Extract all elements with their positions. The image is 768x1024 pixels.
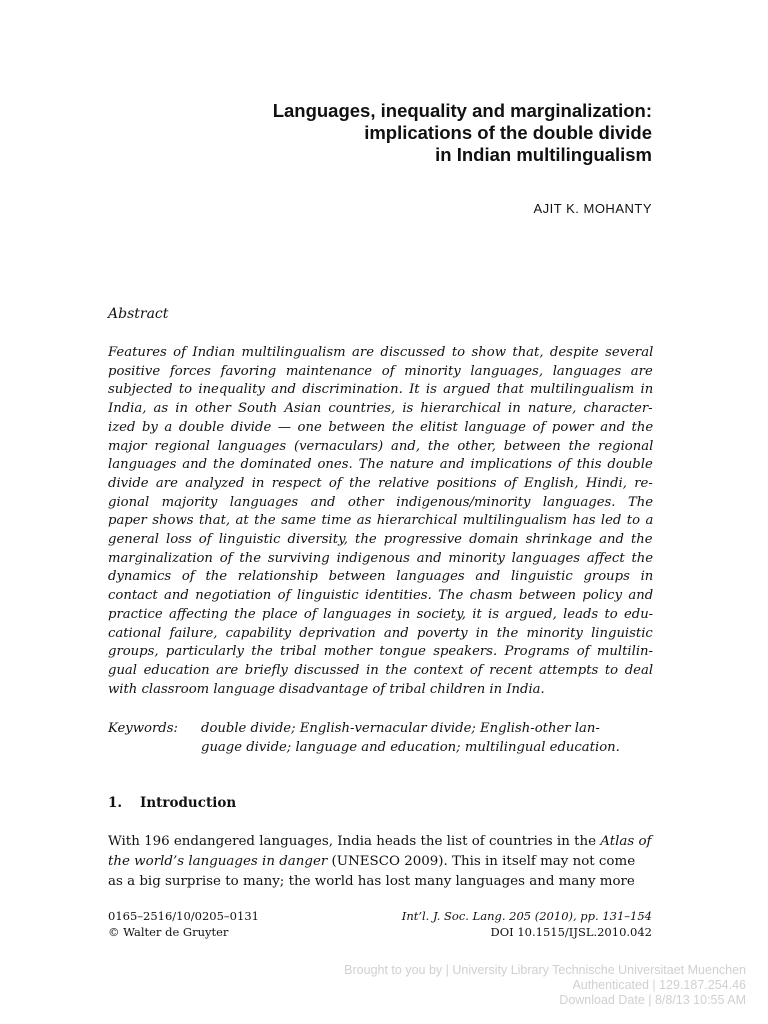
keywords-line-1: double divide; English-vernacular divide; English-other lan- bbox=[201, 721, 600, 736]
abstract-line: India, as in other South Asian countries, is hierarchical in nature, character- bbox=[108, 401, 653, 417]
watermark-line-2: Authenticated | 129.187.254.46 bbox=[572, 978, 746, 992]
intro-line-2 bbox=[108, 852, 653, 872]
access-watermark bbox=[344, 963, 746, 1008]
issn-code: 0165–2516/10/0205–0131 bbox=[108, 909, 259, 923]
abstract-line: contact and negotiation of linguistic identities. The chasm between policy and bbox=[108, 588, 653, 604]
abstract-line: positive forces favoring maintenance of minority languages, languages are bbox=[108, 363, 653, 379]
abstract-line: with classroom language disadvantage of tribal children in India. bbox=[108, 681, 545, 697]
abstract-line: subjected to inequality and discrimination. It is argued that multilingualism in bbox=[108, 382, 653, 398]
abstract-line: major regional languages (vernaculars) and, the other, between the regional bbox=[108, 438, 653, 454]
doi: DOI 10.1515/IJSL.2010.042 bbox=[490, 925, 652, 939]
atlas-title-part-1: Atlas of bbox=[600, 834, 652, 849]
abstract-line: gional majority languages and other indigenous/minority languages. The bbox=[108, 494, 653, 510]
intro-line-2-text: (UNESCO 2009). This in itself may not come bbox=[327, 854, 636, 869]
keywords-label: Keywords: bbox=[108, 721, 178, 736]
author-name: AJIT K. MOHANTY bbox=[533, 201, 652, 216]
abstract-heading: Abstract bbox=[108, 306, 169, 322]
intro-line-1-text: With 196 endangered languages, India heads the list of countries in the bbox=[108, 834, 601, 849]
footer-right bbox=[402, 908, 652, 940]
abstract-line: Features of Indian multilingualism are discussed to show that, despite several bbox=[108, 345, 653, 360]
publisher: © Walter de Gruyter bbox=[108, 925, 229, 939]
section-number: 1. bbox=[108, 795, 123, 811]
intro-line-1 bbox=[108, 832, 653, 852]
title-line-2: implications of the double divide bbox=[364, 122, 652, 143]
abstract-line: groups, particularly the tribal mother tongue speakers. Programs of multilin- bbox=[108, 644, 653, 660]
section-heading bbox=[108, 795, 236, 811]
abstract-text bbox=[108, 344, 653, 699]
keywords-text bbox=[201, 720, 653, 757]
watermark-line-1: Brought to you by | University Library Technische Universitaet Muenchen bbox=[344, 963, 746, 977]
atlas-title-part-2: the world’s languages in danger bbox=[108, 854, 328, 869]
abstract-line: ized by a double divide — one between the elitist language of power and the bbox=[108, 419, 653, 435]
abstract-line: cational failure, capability deprivation and poverty in the minority linguistic bbox=[108, 625, 653, 641]
abstract-line: marginalization of the surviving indigenous and minority languages affect the bbox=[108, 550, 653, 566]
abstract-line: practice affecting the place of languages in society, it is argued, leads to edu- bbox=[108, 606, 653, 622]
intro-paragraph bbox=[108, 832, 653, 892]
abstract-line: general loss of linguistic diversity, the progressive domain shrinkage and the bbox=[108, 532, 653, 548]
title-line-1: Languages, inequality and marginalization: bbox=[272, 100, 652, 121]
article-title bbox=[132, 100, 652, 166]
abstract-line: divide are analyzed in respect of the relative positions of English, Hindi, re- bbox=[108, 475, 653, 491]
section-title: Introduction bbox=[140, 795, 237, 811]
keywords-line-2: guage divide; language and education; multilingual education. bbox=[201, 739, 620, 755]
title-line-3: in Indian multilingualism bbox=[435, 144, 652, 165]
abstract-line: paper shows that, at the same time as hierarchical multilingualism has led to a bbox=[108, 513, 653, 529]
abstract-line: dynamics of the relationship between languages and linguistic groups in bbox=[108, 569, 653, 585]
intro-line-3: as a big surprise to many; the world has lost many languages and many more bbox=[108, 874, 635, 889]
abstract-line: languages and the dominated ones. The nature and implications of this double bbox=[108, 457, 653, 473]
abstract-line: gual education are briefly discussed in the context of recent attempts to deal bbox=[108, 662, 653, 678]
watermark-line-3: Download Date | 8/8/13 10:55 AM bbox=[559, 993, 746, 1007]
journal-citation: Int’l. J. Soc. Lang. 205 (2010), pp. 131–154 bbox=[401, 909, 652, 923]
footer-left bbox=[108, 908, 259, 940]
